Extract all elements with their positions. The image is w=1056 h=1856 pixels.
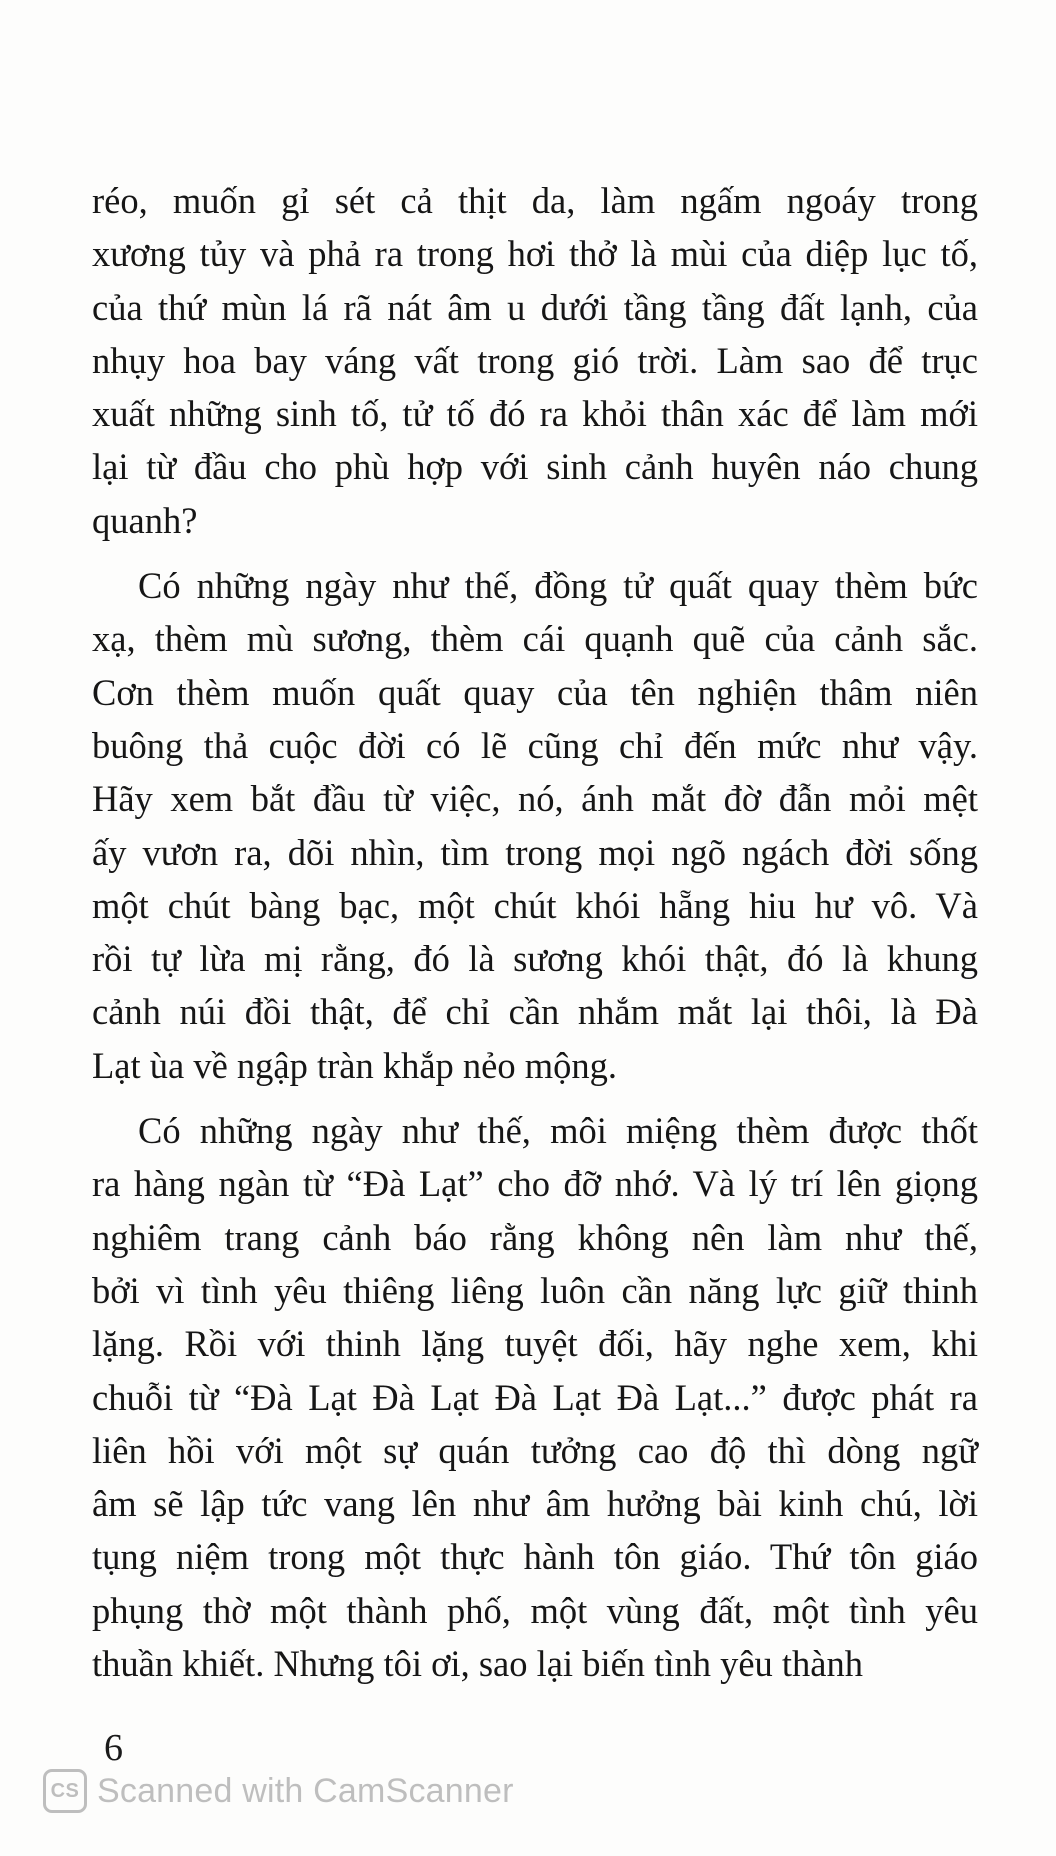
paragraph bbox=[92, 559, 978, 1092]
text-line: âm sẽ lập tức vang lên như âm hưởng bài kinh chú, lời bbox=[92, 1483, 978, 1525]
text-line: réo, muốn gỉ sét cả thịt da, làm ngấm ngoáy trong bbox=[92, 180, 978, 221]
text-line: cảnh núi đồi thật, để chỉ cần nhắm mắt lại thôi, là Đà bbox=[92, 991, 978, 1033]
text-line: nghiêm trang cảnh báo rằng không nên làm như thế, bbox=[92, 1216, 978, 1258]
text-line: Có những ngày như thế, đồng tử quất quay thèm bức bbox=[138, 565, 978, 607]
text-line: ra hàng ngàn từ “Đà Lạt” cho đỡ nhớ. Và lý trí lên giọng bbox=[92, 1163, 978, 1205]
watermark-text: Scanned with CamScanner bbox=[97, 1771, 514, 1810]
text-line: xạ, thèm mù sương, thèm cái quạnh quẽ của cảnh sắc. bbox=[92, 618, 978, 660]
text-line: phụng thờ một thành phố, một vùng đất, một tình yêu bbox=[92, 1589, 978, 1631]
text-line: xương tủy và phả ra trong hơi thở là mùi của diệp lục tố, bbox=[92, 233, 978, 275]
text-line: Hãy xem bắt đầu từ việc, nó, ánh mắt đờ đẫn mỏi mệt bbox=[92, 778, 978, 820]
text-line: xuất những sinh tố, tử tố đó ra khỏi thân xác để làm mới bbox=[92, 393, 978, 435]
text-line: lặng. Rồi với thinh lặng tuyệt đối, hãy nghe xem, khi bbox=[92, 1323, 978, 1365]
text-line: chuỗi từ “Đà Lạt Đà Lạt Đà Lạt Đà Lạt...” được phát ra bbox=[92, 1376, 978, 1418]
camscanner-watermark bbox=[43, 1766, 514, 1816]
text-line: nhụy hoa bay váng vất trong gió trời. Làm sao để trục bbox=[92, 339, 978, 381]
body-text bbox=[92, 174, 978, 1690]
text-line: quanh? bbox=[92, 499, 198, 541]
paragraph bbox=[92, 1104, 978, 1690]
text-line: Cơn thèm muốn quất quay của tên nghiện thâm niên bbox=[92, 671, 978, 713]
text-line: Có những ngày như thế, môi miệng thèm được thốt bbox=[138, 1110, 978, 1152]
camscanner-logo-icon: CS bbox=[43, 1769, 87, 1813]
text-line: rồi tự lừa mị rằng, đó là sương khói thật, đó là khung bbox=[92, 938, 978, 980]
paragraph bbox=[92, 174, 978, 547]
text-line: tụng niệm trong một thực hành tôn giáo. Thứ tôn giáo bbox=[92, 1536, 978, 1578]
text-line: của thứ mùn lá rã nát âm u dưới tầng tầng đất lạnh, của bbox=[92, 286, 978, 328]
text-line: buông thả cuộc đời có lẽ cũng chỉ đến mức như vậy. bbox=[92, 724, 978, 766]
page-number: 6 bbox=[104, 1727, 123, 1769]
text-line: ấy vươn ra, dõi nhìn, tìm trong mọi ngõ ngách đời sống bbox=[92, 831, 978, 873]
text-line: bởi vì tình yêu thiêng liêng luôn cần năng lực giữ thinh bbox=[92, 1269, 978, 1311]
text-line: liên hồi với một sự quán tưởng cao độ thì dòng ngữ bbox=[92, 1429, 978, 1471]
text-line: lại từ đầu cho phù hợp với sinh cảnh huyên náo chung bbox=[92, 446, 978, 488]
text-line: thuần khiết. Nhưng tôi ơi, sao lại biến tình yêu thành bbox=[92, 1643, 863, 1685]
text-line: một chút bàng bạc, một chút khói hẵng hiu hư vô. Và bbox=[92, 884, 978, 926]
text-line: Lạt ùa về ngập tràn khắp nẻo mộng. bbox=[92, 1044, 618, 1086]
